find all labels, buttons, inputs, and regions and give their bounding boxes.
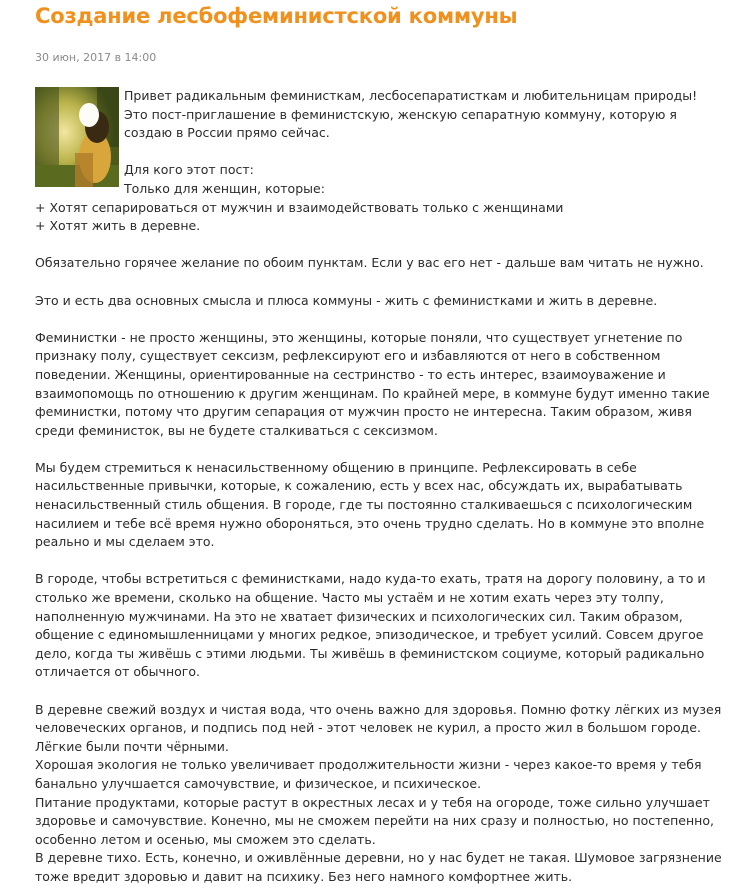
paragraph-village-ecology: Хорошая экология не только увеличивает продолжительности жизни - через какое-то время у тебя банально улучшается самочувствие, и физическое, и психическое.: [35, 757, 702, 791]
post-title[interactable]: Создание лесбофеминистской коммуны: [35, 4, 518, 28]
paragraph-village-quiet: В деревне тихо. Есть, конечно, и оживлённые деревни, но у нас будет не такая. Шумовое загрязнение тоже вредит здоровью и давит на психику. Без него намного комфортнее жить.: [35, 850, 722, 884]
post-date: 30 июн, 2017 в 14:00: [35, 51, 157, 64]
paragraph-nonviolent: Мы будем стремиться к ненасильственному общению в принципе. Рефлексировать в себе насильственные привычки, которые, к сожалению, есть у всех нас, обсуждать их, вырабатывать ненасильственный стиль общения. В городе, где ты постоянно сталкиваешься с психологическим насилием и тебе всё время нужно обороняться, это очень трудно сделать. Но в коммуне это вполне реально и мы сделаем это.: [35, 459, 705, 550]
paragraph-city: В городе, чтобы встретиться с феминистками, надо куда-то ехать, тратя на дорогу половину, а то и столько же времени, сколько на общение. Часто мы устаём и не хотим ехать через эту толпу, наполненную мужчинами. На это не хватает физических и психологических сил. Таким образом, общение с единомышленницами у многих редкое, эпизодическое, и требует усилий. Совсем другое дело, когда ты живёшь с этими людьми. Ты живёшь в феминистском социуме, который радикально отличается от обычного.: [35, 571, 706, 680]
paragraph-desire: Обязательно горячее желание по обоим пунктам. Если у вас его нет - дальше вам читать не нужно.: [35, 255, 704, 271]
post-body: [35, 87, 725, 887]
paragraph-feminists: Феминистки - не просто женщины, это женщины, которые поняли, что существует угнетение по признаку полу, существует сексизм, рефлексируют его и избавляются от него в собственном поведении. Женщины, ориентированные на сестринство - то есть интерес, взаимоуважение и взаимопомощь по отношению к другим женщинам. По крайней мере, в коммуне будут именно такие феминистки, потому что другим сепарация от мужчин просто не интересна. Таким образом, живя среди феминисток, вы не будете сталкиваться с сексизмом.: [35, 329, 710, 438]
paragraph-meanings: Это и есть два основных смысла и плюса коммуны - жить с феминистками и жить в деревне.: [35, 292, 658, 308]
intro-block: [124, 87, 725, 199]
intro-invitation: Это пост-приглашение в феминистскую, женскую сепаратную коммуну, которую я создаю в России прямо сейчас.: [124, 106, 677, 141]
for-whom-heading: Для кого этот пост:: [124, 162, 254, 178]
paragraph-village-air: В деревне свежий воздух и чистая вода, что очень важно для здоровья. Помню фотку лёгких из музея человеческих органов, и подпись под ней - этот человек не курил, а просто жил в большом городе. Лёгкие были почти чёрными.: [35, 701, 722, 754]
list-item: + Хотят жить в деревне.: [35, 218, 201, 234]
for-whom-subheading: Только для женщин, которые:: [124, 180, 325, 196]
list-item: + Хотят сепарироваться от мужчин и взаимодействовать только с женщинами: [35, 199, 564, 215]
intro-greeting: Привет радикальным феминисткам, лесбосепаратисткам и любительницам природы!: [124, 88, 698, 103]
paragraph-village-food: Питание продуктами, которые растут в окрестных лесах и у тебя на огороде, тоже сильно улучшает здоровье и самочувствие. Конечно, мы не сможем перейти на них сразу и полностью, но постепенно, особенно летом и осенью, мы сможем это сделать.: [35, 794, 714, 847]
